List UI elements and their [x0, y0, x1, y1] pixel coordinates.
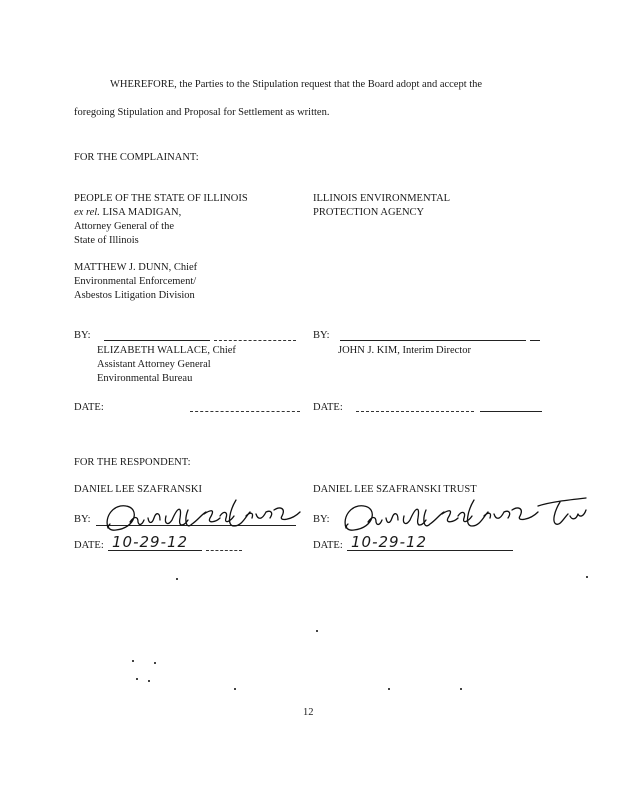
right-by-label: BY: — [313, 330, 330, 341]
scan-speck — [234, 688, 236, 690]
right-signature-line — [340, 340, 526, 341]
respondent-left-date-value: 10-29-12 — [112, 533, 189, 551]
right-date-line-dashed — [356, 411, 474, 412]
respondent-right-by-label: BY: — [313, 514, 330, 525]
scan-speck — [176, 578, 178, 580]
kim-name: JOHN J. KIM, Interim Director — [338, 345, 471, 356]
scan-speck — [460, 688, 462, 690]
respondent-left-date-line-dashed — [206, 550, 242, 551]
respondent-left-name: DANIEL LEE SZAFRANSKI — [74, 484, 202, 495]
scan-speck — [388, 688, 390, 690]
scan-speck — [586, 576, 588, 578]
body-paragraph-line-2: foregoing Stipulation and Proposal for Settlement as written. — [74, 107, 330, 118]
respondent-left-signature — [96, 494, 308, 538]
page-number: 12 — [303, 707, 314, 718]
people-of-illinois: PEOPLE OF THE STATE OF ILLINOIS — [74, 193, 248, 204]
scan-speck — [132, 660, 134, 662]
complainant-heading: FOR THE COMPLAINANT: — [74, 152, 199, 163]
ex-rel-prefix: ex rel. — [74, 207, 100, 218]
wallace-title-1: Assistant Attorney General — [97, 359, 211, 370]
right-date-label: DATE: — [313, 402, 343, 413]
body-paragraph-line-1: WHEREFORE, the Parties to the Stipulation request that the Board adopt and accept the — [110, 79, 483, 90]
left-signature-line — [104, 340, 210, 341]
respondent-heading: FOR THE RESPONDENT: — [74, 457, 191, 468]
left-by-label: BY: — [74, 330, 91, 341]
state-of-illinois: State of Illinois — [74, 235, 139, 246]
respondent-left-date-label: DATE: — [74, 540, 104, 551]
scan-speck — [154, 662, 156, 664]
respondent-left-by-label: BY: — [74, 514, 91, 525]
division-line-2: Asbestos Litigation Division — [74, 290, 195, 301]
scan-speck — [316, 630, 318, 632]
scan-speck — [148, 680, 150, 682]
attorney-general-title: Attorney General of the — [74, 221, 175, 232]
left-date-line — [190, 411, 300, 412]
left-date-label: DATE: — [74, 402, 104, 413]
division-line-1: Environmental Enforcement/ — [74, 276, 197, 287]
iepa-line-1: ILLINOIS ENVIRONMENTAL — [313, 193, 451, 204]
left-signature-line-dashed — [214, 340, 296, 341]
right-signature-line-end — [530, 340, 540, 341]
respondent-right-signature — [334, 494, 596, 538]
respondent-right-date-value: 10-29-12 — [351, 533, 428, 551]
scan-speck — [136, 678, 138, 680]
respondent-right-name: DANIEL LEE SZAFRANSKI TRUST — [313, 484, 477, 495]
iepa-line-2: PROTECTION AGENCY — [313, 207, 425, 218]
chief-name: MATTHEW J. DUNN, Chief — [74, 262, 198, 273]
wallace-title-2: Environmental Bureau — [97, 373, 193, 384]
wallace-name: ELIZABETH WALLACE, Chief — [97, 345, 236, 356]
ex-rel-line — [74, 206, 181, 220]
right-date-line — [480, 411, 542, 412]
respondent-right-date-label: DATE: — [313, 540, 343, 551]
attorney-general-name: LISA MADIGAN, — [99, 207, 182, 218]
